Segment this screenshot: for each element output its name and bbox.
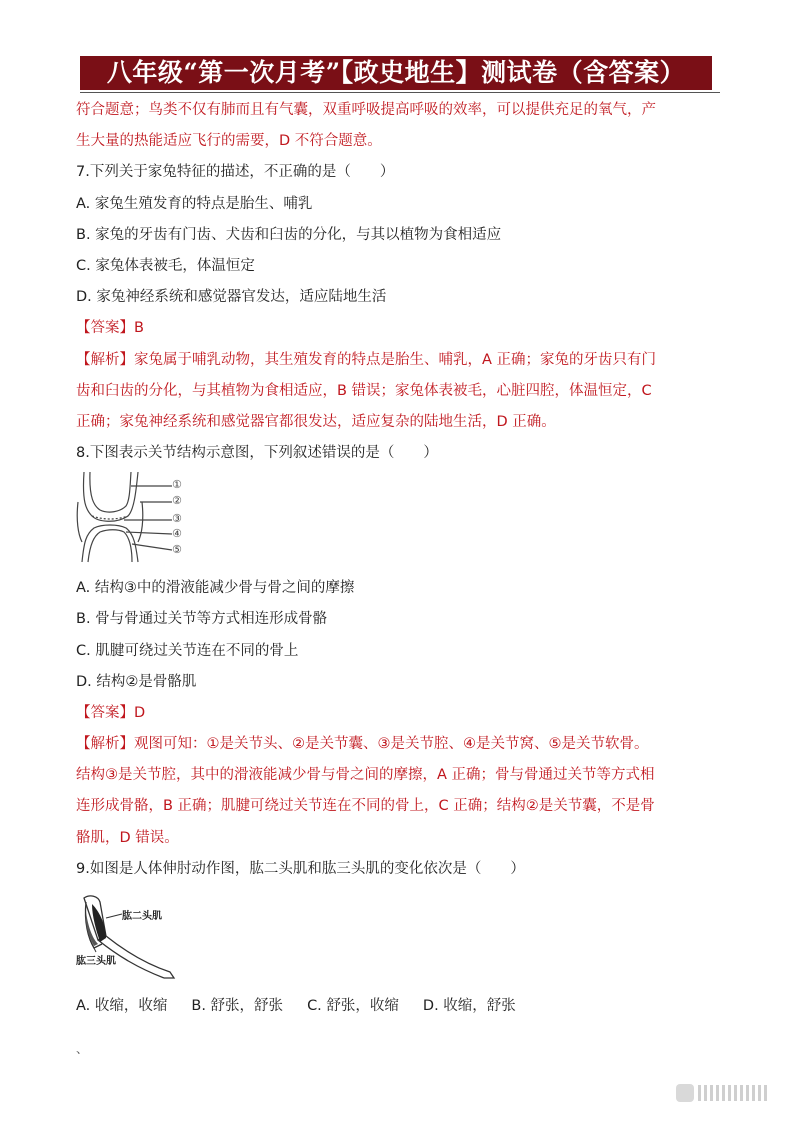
q8-option-a: A. 结构③中的滑液能减少骨与骨之间的摩擦 bbox=[76, 580, 355, 596]
elbow-extension-svg bbox=[76, 892, 186, 982]
joint-label-4: ④ bbox=[172, 527, 182, 540]
q7-answer bbox=[76, 318, 144, 338]
q8-analysis-line-1 bbox=[76, 734, 649, 754]
q7-answer-value: B bbox=[134, 320, 144, 336]
q8-option-c: C. 肌腱可绕过关节连在不同的骨上 bbox=[76, 643, 299, 659]
q8-analysis-text-1: 观图可知：①是关节头、②是关节囊、③是关节腔、④是关节窝、⑤是关节软骨。 bbox=[134, 736, 649, 752]
joint-label-2: ② bbox=[172, 494, 182, 507]
q8-analysis-tag: 【解析】 bbox=[76, 736, 134, 752]
q8-analysis-line-2: 结构③是关节腔，其中的滑液能减少骨与骨之间的摩擦，A 正确；骨与骨通过关节等方式相 bbox=[76, 767, 655, 783]
q7-option-b: B. 家兔的牙齿有门齿、犬齿和臼齿的分化，与其以植物为食相适应 bbox=[76, 227, 502, 243]
q7-option-d: D. 家兔神经系统和感觉器官发达，适应陆地生活 bbox=[76, 289, 387, 305]
joint-diagram bbox=[76, 472, 196, 568]
elbow-extension-diagram bbox=[76, 892, 186, 982]
q7-analysis-line-3: 正确；家兔神经系统和感觉器官都很发达，适应复杂的陆地生活，D 正确。 bbox=[76, 414, 556, 430]
q9-option-c: C. 舒张，收缩 bbox=[307, 998, 399, 1014]
q7-answer-tag: 【答案】 bbox=[76, 320, 134, 336]
intro-line-1: 符合题意；鸟类不仅有肺而且有气囊，双重呼吸提高呼吸的效率，可以提供充足的氧气，产 bbox=[76, 102, 656, 118]
joint-label-1: ① bbox=[172, 478, 182, 491]
joint-label-5: ⑤ bbox=[172, 543, 182, 556]
q8-stem: 8.下图表示关节结构示意图，下列叙述错误的是（ ） bbox=[76, 445, 438, 461]
q7-option-c: C. 家兔体表被毛，体温恒定 bbox=[76, 258, 255, 274]
q7-option-a: A. 家兔生殖发育的特点是胎生、哺乳 bbox=[76, 196, 313, 212]
intro-line-2: 生大量的热能适应飞行的需要，D 不符合题意。 bbox=[76, 133, 382, 149]
q8-answer-tag: 【答案】 bbox=[76, 705, 134, 721]
q8-analysis-line-3: 连形成骨骼，B 正确；肌腱可绕过关节连在不同的骨上，C 正确；结构②是关节囊，不是骨 bbox=[76, 798, 655, 814]
page-title-banner: 八年级“第一次月考”【政史地生】测试卷（含答案） bbox=[80, 56, 712, 90]
q8-option-d: D. 结构②是骨骼肌 bbox=[76, 674, 197, 690]
q8-answer-value: D bbox=[134, 705, 146, 721]
q7-analysis-text-1: 家兔属于哺乳动物，其生殖发育的特点是胎生、哺乳，A 正确；家兔的牙齿只有门 bbox=[134, 352, 657, 368]
q9-option-a: A. 收缩，收缩 bbox=[76, 998, 168, 1014]
q9-stem: 9.如图是人体伸肘动作图，肱二头肌和肱三头肌的变化依次是（ ） bbox=[76, 861, 525, 877]
q7-analysis-line-2: 齿和臼齿的分化，与其植物为食相适应，B 错误；家兔体表被毛，心脏四腔，体温恒定，C bbox=[76, 383, 652, 399]
q8-analysis-line-4: 骼肌，D 错误。 bbox=[76, 830, 179, 846]
triceps-label: 肱三头肌 bbox=[76, 956, 116, 967]
q8-answer bbox=[76, 703, 145, 723]
q9-options-row bbox=[76, 996, 516, 1016]
joint-label-3: ③ bbox=[172, 512, 182, 525]
q8-option-b: B. 骨与骨通过关节等方式相连形成骨骼 bbox=[76, 611, 328, 627]
footer-mark: 、 bbox=[76, 1042, 89, 1056]
watermark-logo bbox=[676, 1082, 776, 1104]
q7-analysis-line-1 bbox=[76, 350, 656, 370]
biceps-label: 肱二头肌 bbox=[122, 911, 162, 922]
watermark-icon bbox=[676, 1082, 776, 1104]
q7-analysis-tag: 【解析】 bbox=[76, 352, 134, 368]
header-rule bbox=[80, 92, 720, 93]
q7-stem: 7.下列关于家兔特征的描述，不正确的是（ ） bbox=[76, 164, 395, 180]
q9-option-b: B. 舒张，舒张 bbox=[191, 998, 284, 1014]
q9-option-d: D. 收缩，舒张 bbox=[422, 998, 516, 1014]
